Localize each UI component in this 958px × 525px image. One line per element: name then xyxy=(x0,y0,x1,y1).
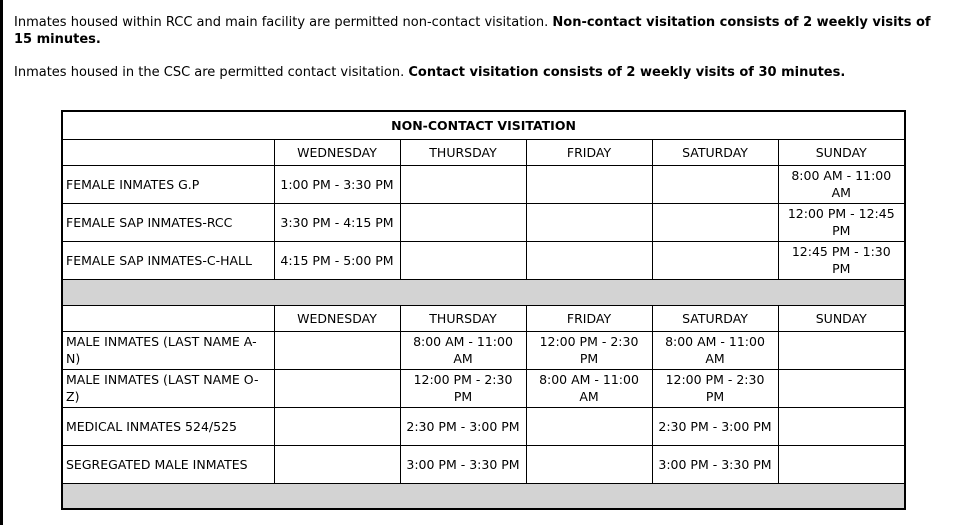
day-header: SUNDAY xyxy=(778,305,905,331)
group-label: FEMALE SAP INMATES-C-HALL xyxy=(62,241,274,279)
time-cell xyxy=(526,203,652,241)
time-cell xyxy=(274,407,400,445)
separator-row xyxy=(62,483,905,509)
group-label: MEDICAL INMATES 524/525 xyxy=(62,407,274,445)
time-cell: 3:00 PM - 3:30 PM xyxy=(400,445,526,483)
table-title: NON-CONTACT VISITATION xyxy=(62,111,905,139)
table-row xyxy=(62,369,905,407)
header-blank-cell xyxy=(62,139,274,165)
time-cell: 12:00 PM - 2:30 PM xyxy=(400,369,526,407)
time-cell: 3:00 PM - 3:30 PM xyxy=(652,445,778,483)
day-header: SUNDAY xyxy=(778,139,905,165)
day-header: WEDNESDAY xyxy=(274,139,400,165)
group-label: FEMALE INMATES G.P xyxy=(62,165,274,203)
time-cell xyxy=(652,241,778,279)
time-cell xyxy=(526,445,652,483)
intro-text xyxy=(14,14,950,81)
separator-cell xyxy=(62,279,905,305)
table-row xyxy=(62,445,905,483)
noncontact-paragraph xyxy=(14,14,950,48)
time-cell: 2:30 PM - 3:00 PM xyxy=(652,407,778,445)
contact-text: Inmates housed in the CSC are permitted contact visitation. xyxy=(14,65,409,80)
time-cell xyxy=(400,241,526,279)
time-cell xyxy=(778,407,905,445)
contact-paragraph xyxy=(14,64,950,81)
time-cell xyxy=(778,331,905,369)
noncontact-bold-text: Non-contact visitation consists of 2 weekly visits of 15 minutes. xyxy=(14,15,931,47)
separator-row xyxy=(62,279,905,305)
time-cell xyxy=(526,407,652,445)
time-cell: 12:00 PM - 12:45 PM xyxy=(778,203,905,241)
time-cell xyxy=(274,369,400,407)
table-row xyxy=(62,241,905,279)
table-row xyxy=(62,165,905,203)
time-cell: 12:45 PM - 1:30 PM xyxy=(778,241,905,279)
noncontact-text: Inmates housed within RCC and main facility are permitted non-contact visitation. xyxy=(14,15,553,30)
time-cell: 3:30 PM - 4:15 PM xyxy=(274,203,400,241)
time-cell xyxy=(778,369,905,407)
separator-cell xyxy=(62,483,905,509)
table-row xyxy=(62,203,905,241)
group-label: MALE INMATES (LAST NAME A-N) xyxy=(62,331,274,369)
time-cell: 12:00 PM - 2:30 PM xyxy=(526,331,652,369)
time-cell xyxy=(652,165,778,203)
header-blank-cell xyxy=(62,305,274,331)
male-day-header-row xyxy=(62,305,905,331)
day-header: SATURDAY xyxy=(652,305,778,331)
time-cell: 8:00 AM - 11:00 AM xyxy=(778,165,905,203)
left-border-rule xyxy=(0,0,3,525)
time-cell: 8:00 AM - 11:00 AM xyxy=(400,331,526,369)
day-header: FRIDAY xyxy=(526,139,652,165)
time-cell: 8:00 AM - 11:00 AM xyxy=(526,369,652,407)
time-cell xyxy=(526,241,652,279)
time-cell xyxy=(778,445,905,483)
day-header: WEDNESDAY xyxy=(274,305,400,331)
visitation-schedule-table xyxy=(61,110,906,510)
time-cell: 1:00 PM - 3:30 PM xyxy=(274,165,400,203)
time-cell xyxy=(526,165,652,203)
group-label: MALE INMATES (LAST NAME O-Z) xyxy=(62,369,274,407)
female-day-header-row xyxy=(62,139,905,165)
table-row xyxy=(62,331,905,369)
day-header: SATURDAY xyxy=(652,139,778,165)
day-header: THURSDAY xyxy=(400,305,526,331)
day-header: FRIDAY xyxy=(526,305,652,331)
group-label: FEMALE SAP INMATES-RCC xyxy=(62,203,274,241)
time-cell: 4:15 PM - 5:00 PM xyxy=(274,241,400,279)
table-row xyxy=(62,407,905,445)
time-cell: 12:00 PM - 2:30 PM xyxy=(652,369,778,407)
time-cell: 2:30 PM - 3:00 PM xyxy=(400,407,526,445)
time-cell xyxy=(274,331,400,369)
time-cell: 8:00 AM - 11:00 AM xyxy=(652,331,778,369)
time-cell xyxy=(400,165,526,203)
time-cell xyxy=(400,203,526,241)
time-cell xyxy=(652,203,778,241)
group-label: SEGREGATED MALE INMATES xyxy=(62,445,274,483)
time-cell xyxy=(274,445,400,483)
day-header: THURSDAY xyxy=(400,139,526,165)
contact-bold-text: Contact visitation consists of 2 weekly visits of 30 minutes. xyxy=(408,65,846,80)
